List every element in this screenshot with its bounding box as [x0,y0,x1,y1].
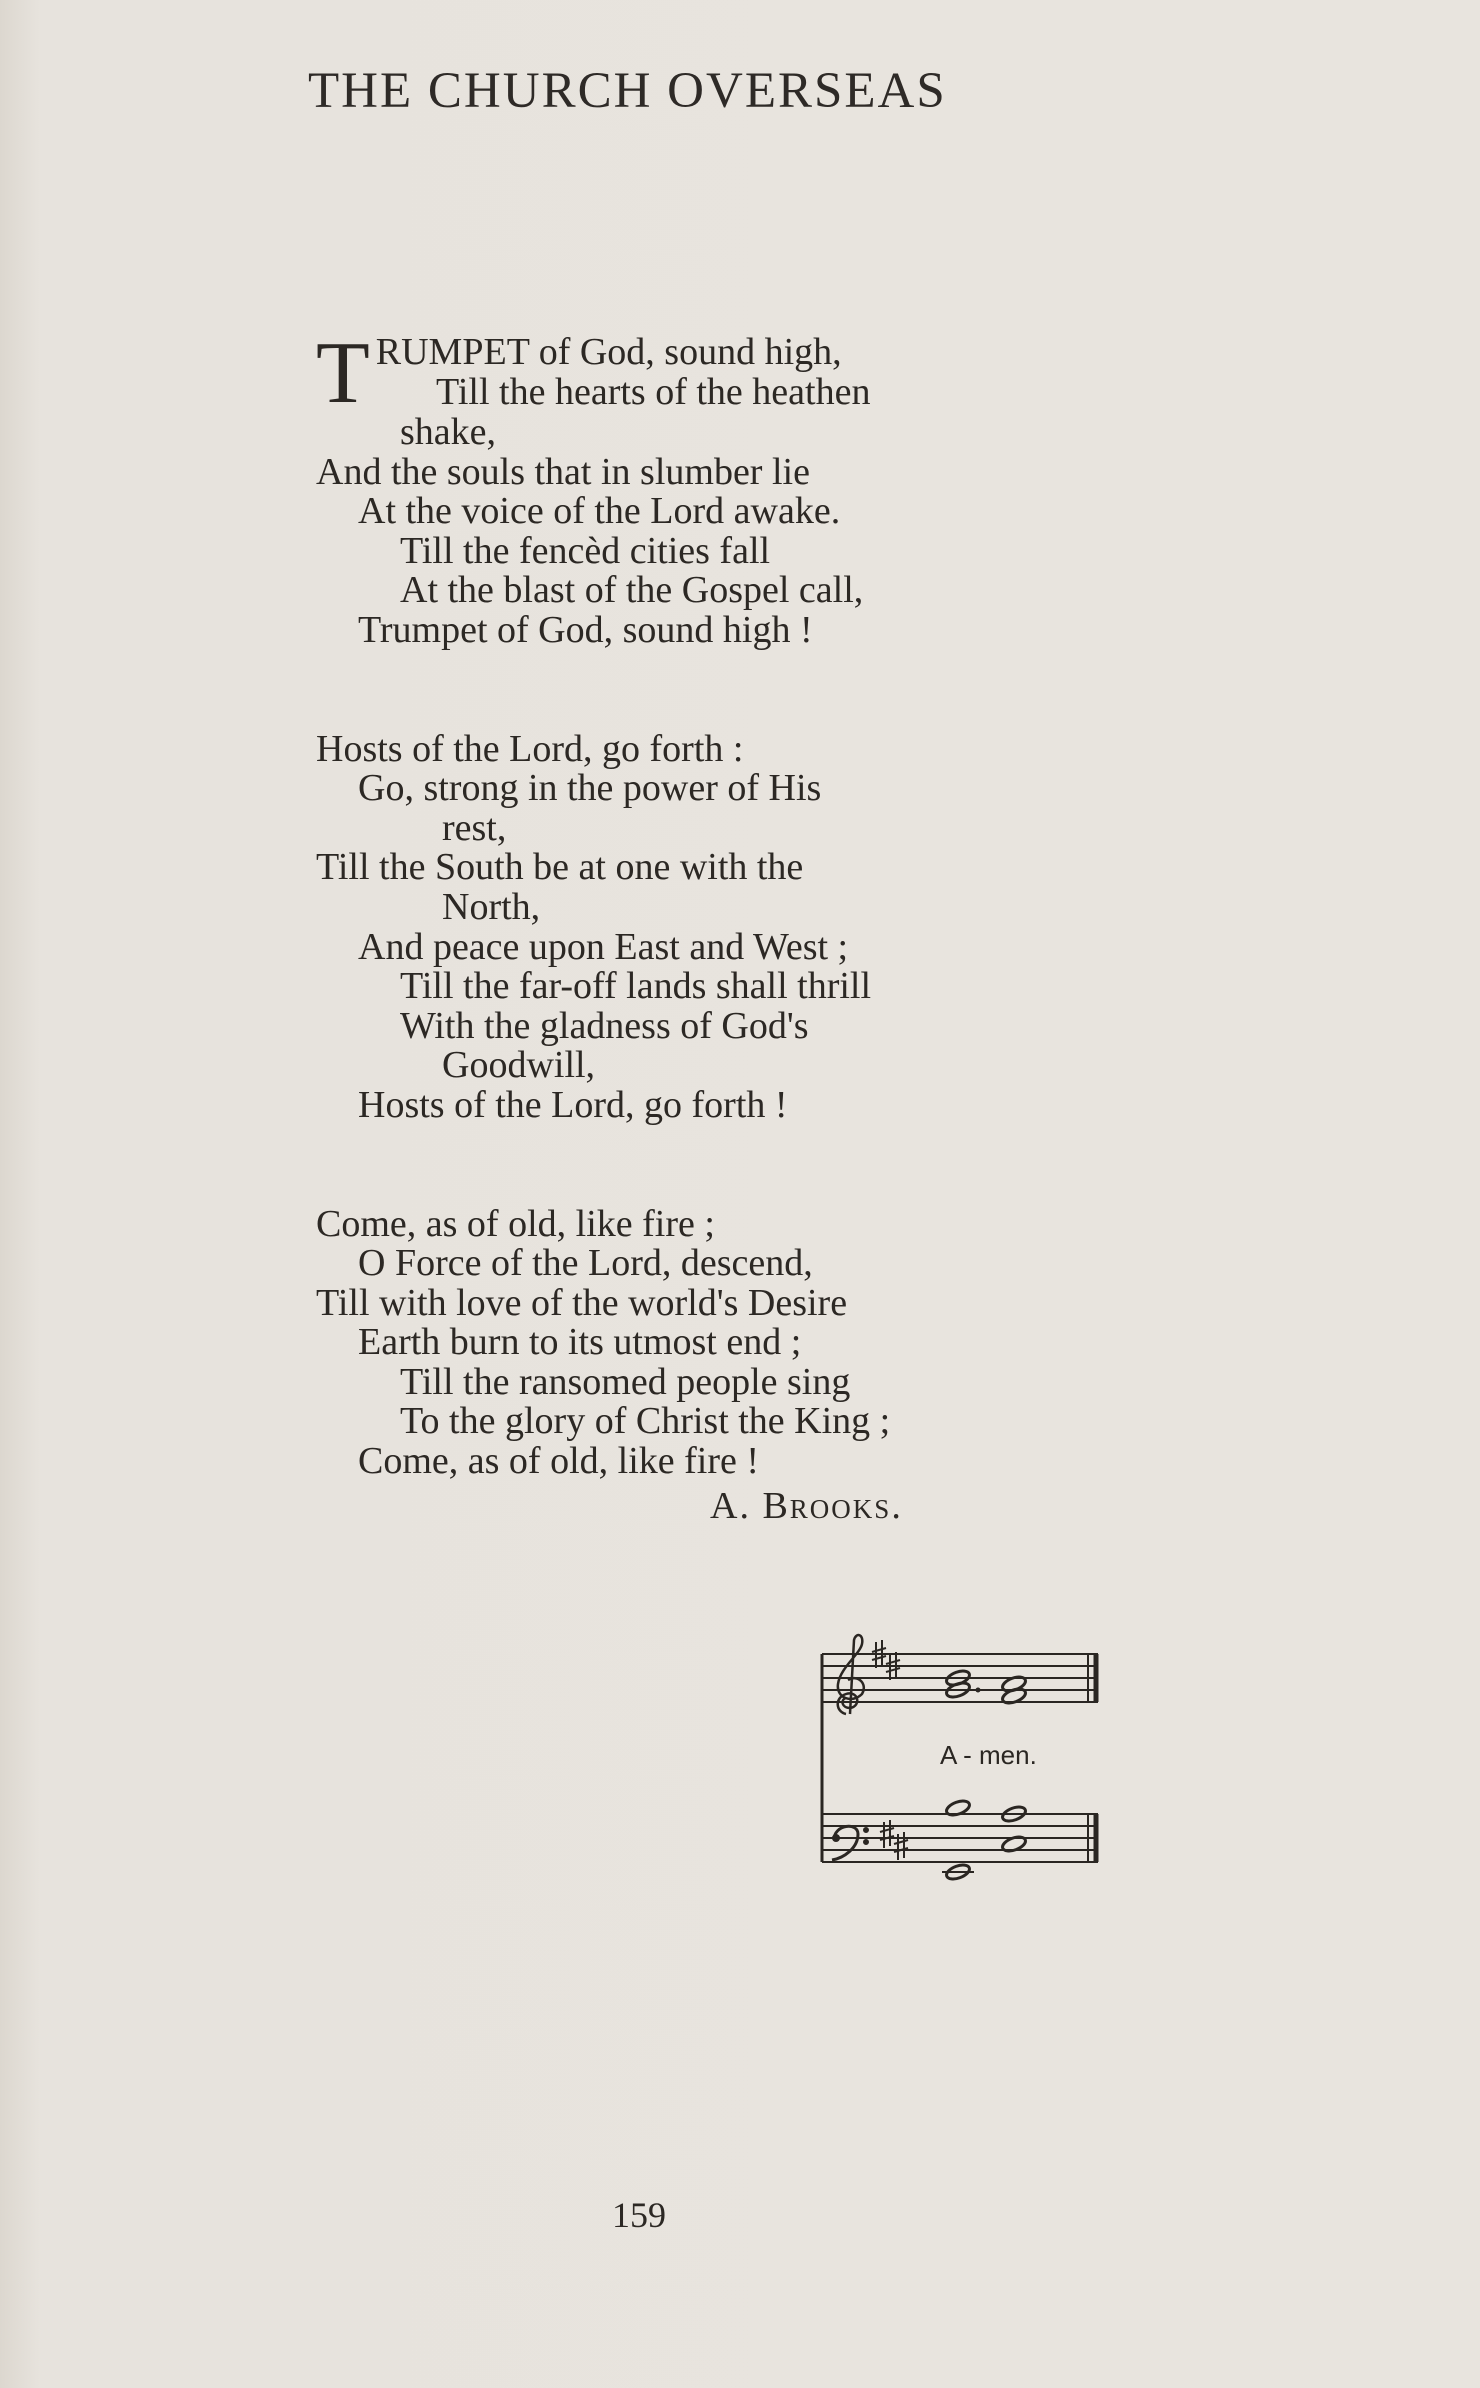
poem-line: North, [442,885,541,928]
poem-line: And the souls that in slumber lie [316,450,810,493]
poem-line: O Force of the Lord, descend, [358,1242,813,1285]
poem-line: Earth burn to its utmost end ; [358,1321,802,1364]
poem-line: At the blast of the Gospel call, [400,569,864,612]
poem-line: Come, as of old, like fire ; [316,1202,715,1245]
poem-line: Come, as of old, like fire ! [358,1440,760,1483]
author-attribution [710,1484,903,1528]
poem-line: With the gladness of God's [400,1004,809,1047]
poem-line: Hosts of the Lord, go forth : [316,727,744,770]
poem-line: rest, [442,806,507,849]
poem-line: Till the ransomed people sing [400,1360,851,1403]
running-header: THE CHURCH OVERSEAS [308,63,947,119]
poem-line: To the glory of Christ the King ; [400,1400,891,1443]
poem-line: And peace upon East and West ; [358,925,849,968]
author-initial: A. [710,1485,751,1527]
amen-lyric: A - men. [940,1740,1037,1770]
hymn-text [316,325,976,1561]
poem-line: Goodwill, [442,1044,596,1087]
drop-cap: T [316,325,370,422]
poem-line: Till the fencèd cities fall [400,529,771,572]
poem-line: Trumpet of God, sound high ! [358,608,813,651]
poem-line: At the voice of the Lord awake. [358,490,841,533]
poem-line: Till the South be at one with the [316,846,804,889]
poem-line: Till with love of the world's Desire [316,1281,848,1324]
poem-line: Till the hearts of the heathen [436,370,871,413]
stanza-2 [316,727,976,1126]
stanza-3 [316,1202,976,1483]
stanza-1 [316,325,976,651]
poem-line: Hosts of the Lord, go forth ! [358,1083,788,1126]
poem-line: Go, strong in the power of His [358,767,822,810]
poem-line: RUMPET of God, sound high, [375,331,842,373]
poem-line: shake, [400,411,497,453]
poem-line: Till the far-off lands shall thrill [400,965,872,1008]
author-name: Brooks. [762,1485,903,1527]
amen-music-notation [818,1628,1104,1884]
page-number: 159 [612,2195,666,2235]
